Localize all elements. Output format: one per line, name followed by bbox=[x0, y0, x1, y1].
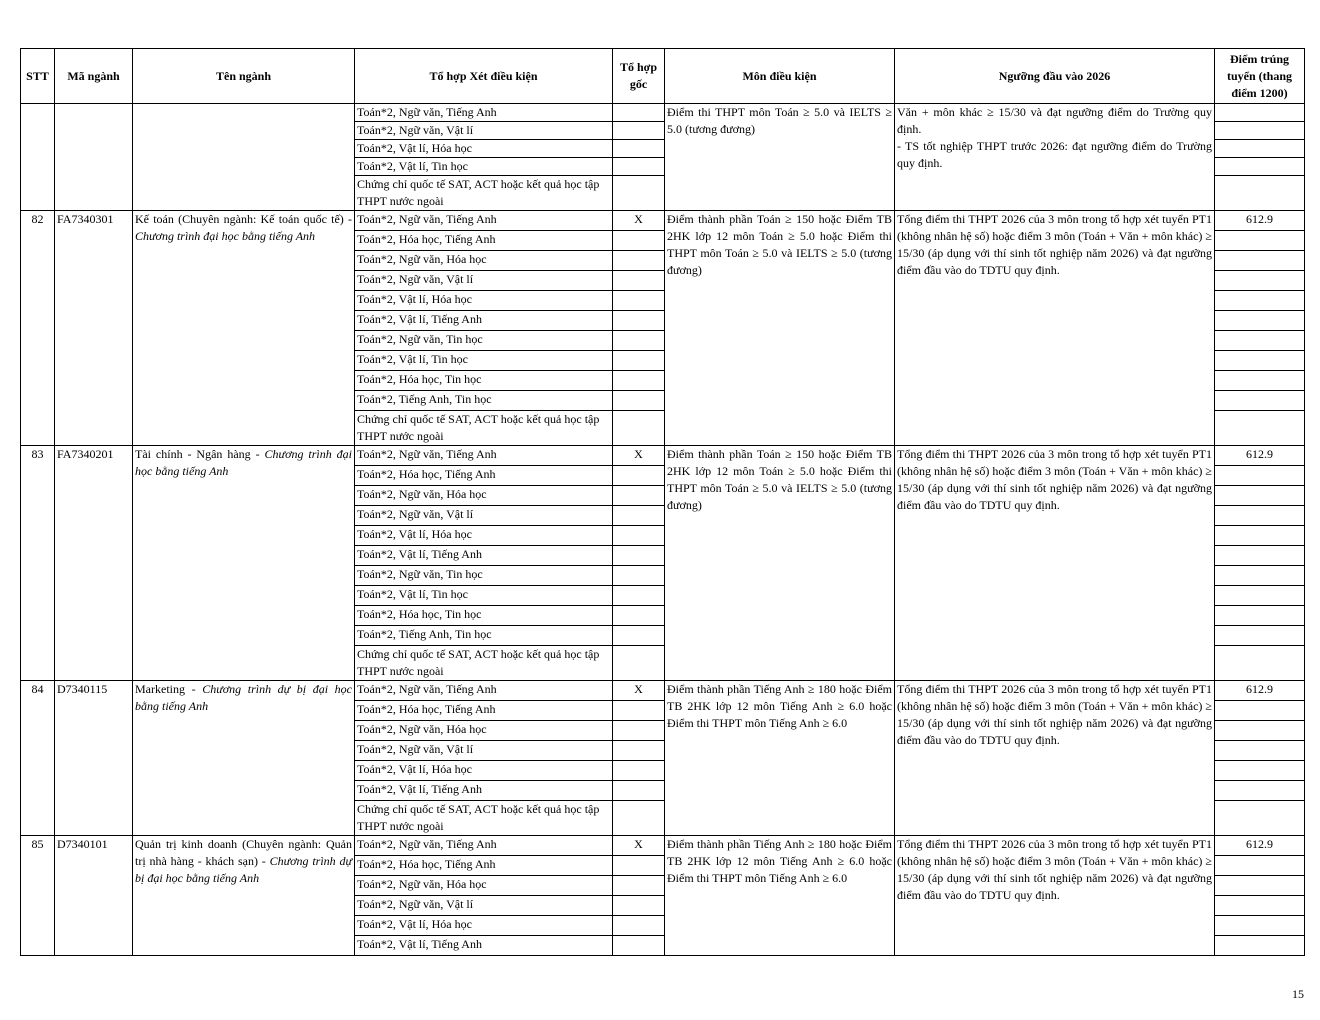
cell-to-hop: Toán*2, Ngữ văn, Hóa học bbox=[355, 876, 613, 896]
cell-diem bbox=[1215, 586, 1305, 606]
cell-diem bbox=[1215, 741, 1305, 761]
cell-to-hop-goc bbox=[613, 104, 665, 122]
cell-to-hop: Toán*2, Vật lí, Tiếng Anh bbox=[355, 546, 613, 566]
cell-ma-nganh: FA7340201 bbox=[55, 446, 133, 681]
cell-diem: 612.9 bbox=[1215, 836, 1305, 856]
header-stt: STT bbox=[21, 49, 55, 104]
cell-to-hop-goc bbox=[613, 606, 665, 626]
cell-diem bbox=[1215, 176, 1305, 211]
cell-to-hop: Chứng chỉ quốc tế SAT, ACT hoặc kết quả học tập THPT nước ngoài bbox=[355, 176, 613, 211]
cell-to-hop: Toán*2, Vật lí, Tin học bbox=[355, 351, 613, 371]
cell-to-hop-goc bbox=[613, 856, 665, 876]
cell-to-hop-goc bbox=[613, 936, 665, 956]
cell-to-hop-goc bbox=[613, 916, 665, 936]
cell-to-hop: Toán*2, Ngữ văn, Tin học bbox=[355, 566, 613, 586]
cell-to-hop-goc: X bbox=[613, 836, 665, 856]
cell-stt: 83 bbox=[21, 446, 55, 681]
cell-stt: 85 bbox=[21, 836, 55, 956]
table-row bbox=[21, 104, 1305, 122]
cell-to-hop: Toán*2, Vật lí, Hóa học bbox=[355, 526, 613, 546]
cell-to-hop: Toán*2, Ngữ văn, Vật lí bbox=[355, 122, 613, 140]
cell-to-hop: Toán*2, Ngữ văn, Tiếng Anh bbox=[355, 836, 613, 856]
cell-to-hop: Toán*2, Ngữ văn, Tin học bbox=[355, 331, 613, 351]
cell-diem bbox=[1215, 626, 1305, 646]
cell-to-hop-goc bbox=[613, 626, 665, 646]
cell-diem bbox=[1215, 781, 1305, 801]
cell-to-hop-goc bbox=[613, 741, 665, 761]
cell-to-hop-goc bbox=[613, 721, 665, 741]
cell-to-hop: Toán*2, Ngữ văn, Hóa học bbox=[355, 721, 613, 741]
cell-to-hop-goc bbox=[613, 701, 665, 721]
cell-diem bbox=[1215, 351, 1305, 371]
cell-to-hop: Toán*2, Vật lí, Tiếng Anh bbox=[355, 311, 613, 331]
cell-diem bbox=[1215, 122, 1305, 140]
cell-diem bbox=[1215, 546, 1305, 566]
cell-mon-dieu-kien: Điểm thành phần Toán ≥ 150 hoặc Điểm TB 2HK lớp 12 môn Toán ≥ 5.0 hoặc Điểm thi THPT môn Toán ≥ 5.0 và IELTS ≥ 5.0 (tương đương) bbox=[665, 211, 895, 446]
cell-diem bbox=[1215, 606, 1305, 626]
cell-to-hop-goc bbox=[613, 311, 665, 331]
cell-to-hop-goc bbox=[613, 251, 665, 271]
cell-mon-dieu-kien: Điểm thành phần Toán ≥ 150 hoặc Điểm TB 2HK lớp 12 môn Toán ≥ 5.0 hoặc Điểm thi THPT môn Toán ≥ 5.0 và IELTS ≥ 5.0 (tương đương) bbox=[665, 446, 895, 681]
cell-to-hop-goc bbox=[613, 586, 665, 606]
program-type: Chương trình đại học bằng tiếng Anh bbox=[135, 447, 352, 478]
cell-diem bbox=[1215, 526, 1305, 546]
cell-ten-nganh: Quản trị kinh doanh (Chuyên ngành: Quản trị nhà hàng - khách sạn) - Chương trình dự bị đại học bằng tiếng Anh bbox=[133, 836, 355, 956]
cell-to-hop-goc bbox=[613, 526, 665, 546]
table-row bbox=[21, 211, 1305, 231]
cell-nguong: Tổng điểm thi THPT 2026 của 3 môn trong tổ hợp xét tuyển PT1 (không nhân hệ số) hoặc điểm 3 môn (Toán + Văn + môn khác) ≥ 15/30 (áp dụng với thí sinh tốt nghiệp năm 2026) và đạt ngưỡng điểm đầu vào do TDTU quy định. bbox=[895, 681, 1215, 836]
cell-to-hop: Toán*2, Hóa học, Tiếng Anh bbox=[355, 701, 613, 721]
cell-diem bbox=[1215, 311, 1305, 331]
cell-to-hop: Toán*2, Tiếng Anh, Tin học bbox=[355, 626, 613, 646]
header-to-hop: Tổ hợp Xét điều kiện bbox=[355, 49, 613, 104]
cell-nguong: Tổng điểm thi THPT 2026 của 3 môn trong tổ hợp xét tuyển PT1 (không nhân hệ số) hoặc điểm 3 môn (Toán + Văn + môn khác) ≥ 15/30 (áp dụng với thí sinh tốt nghiệp năm 2026) và đạt ngưỡng điểm đầu vào do TDTU quy định. bbox=[895, 211, 1215, 446]
cell-mon-dieu-kien: Điểm thi THPT môn Toán ≥ 5.0 và IELTS ≥ 5.0 (tương đương) bbox=[665, 104, 895, 211]
cell-to-hop: Toán*2, Hóa học, Tiếng Anh bbox=[355, 466, 613, 486]
cell-nguong: Văn + môn khác ≥ 15/30 và đạt ngưỡng điểm do Trường quy định. - TS tốt nghiệp THPT trước 2026: đạt ngưỡng điểm do Trường quy định. bbox=[895, 104, 1215, 211]
header-ma-nganh: Mã ngành bbox=[55, 49, 133, 104]
cell-to-hop-goc bbox=[613, 801, 665, 836]
cell-mon-dieu-kien: Điểm thành phần Tiếng Anh ≥ 180 hoặc Điểm TB 2HK lớp 12 môn Tiếng Anh ≥ 6.0 hoặc Điểm thi THPT môn Tiếng Anh ≥ 6.0 bbox=[665, 681, 895, 836]
cell-diem: 612.9 bbox=[1215, 681, 1305, 701]
cell-diem bbox=[1215, 331, 1305, 351]
cell-to-hop: Toán*2, Vật lí, Tiếng Anh bbox=[355, 781, 613, 801]
cell-diem bbox=[1215, 701, 1305, 721]
cell-to-hop-goc bbox=[613, 391, 665, 411]
cell-diem bbox=[1215, 104, 1305, 122]
cell-to-hop: Toán*2, Vật lí, Hóa học bbox=[355, 140, 613, 158]
cell-to-hop: Chứng chỉ quốc tế SAT, ACT hoặc kết quả học tập THPT nước ngoài bbox=[355, 411, 613, 446]
cell-to-hop-goc: X bbox=[613, 446, 665, 466]
cell-to-hop-goc bbox=[613, 466, 665, 486]
cell-to-hop: Toán*2, Vật lí, Tiếng Anh bbox=[355, 936, 613, 956]
cell-to-hop-goc bbox=[613, 646, 665, 681]
cell-diem bbox=[1215, 916, 1305, 936]
cell-to-hop: Toán*2, Vật lí, Hóa học bbox=[355, 916, 613, 936]
cell-diem bbox=[1215, 566, 1305, 586]
cell-ten-nganh: Marketing - Chương trình dự bị đại học bằng tiếng Anh bbox=[133, 681, 355, 836]
cell-to-hop: Toán*2, Ngữ văn, Tiếng Anh bbox=[355, 446, 613, 466]
cell-diem bbox=[1215, 721, 1305, 741]
table-body bbox=[21, 104, 1305, 956]
cell-diem bbox=[1215, 801, 1305, 836]
cell-to-hop: Toán*2, Hóa học, Tin học bbox=[355, 606, 613, 626]
cell-diem: 612.9 bbox=[1215, 211, 1305, 231]
cell-to-hop: Toán*2, Ngữ văn, Hóa học bbox=[355, 251, 613, 271]
cell-to-hop: Toán*2, Hóa học, Tiếng Anh bbox=[355, 856, 613, 876]
cell-ten-nganh bbox=[133, 104, 355, 211]
cell-to-hop-goc bbox=[613, 486, 665, 506]
cell-to-hop-goc bbox=[613, 546, 665, 566]
cell-to-hop-goc bbox=[613, 506, 665, 526]
cell-to-hop: Toán*2, Ngữ văn, Vật lí bbox=[355, 271, 613, 291]
cell-to-hop-goc bbox=[613, 122, 665, 140]
program-type: Chương trình đại học bằng tiếng Anh bbox=[135, 229, 316, 243]
cell-to-hop: Chứng chỉ quốc tế SAT, ACT hoặc kết quả học tập THPT nước ngoài bbox=[355, 801, 613, 836]
cell-stt: 82 bbox=[21, 211, 55, 446]
header-mon-dieu-kien: Môn điều kiện bbox=[665, 49, 895, 104]
cell-to-hop: Toán*2, Hóa học, Tin học bbox=[355, 371, 613, 391]
cell-to-hop-goc: X bbox=[613, 681, 665, 701]
cell-diem bbox=[1215, 371, 1305, 391]
cell-ma-nganh: D7340101 bbox=[55, 836, 133, 956]
cell-to-hop-goc bbox=[613, 231, 665, 251]
cell-to-hop: Toán*2, Vật lí, Tin học bbox=[355, 586, 613, 606]
cell-diem bbox=[1215, 856, 1305, 876]
cell-diem bbox=[1215, 486, 1305, 506]
cell-ma-nganh: FA7340301 bbox=[55, 211, 133, 446]
header-row bbox=[21, 49, 1305, 104]
cell-to-hop-goc bbox=[613, 371, 665, 391]
cell-diem bbox=[1215, 231, 1305, 251]
cell-diem: 612.9 bbox=[1215, 446, 1305, 466]
cell-to-hop-goc bbox=[613, 566, 665, 586]
cell-to-hop-goc bbox=[613, 271, 665, 291]
cell-diem bbox=[1215, 251, 1305, 271]
cell-diem bbox=[1215, 466, 1305, 486]
cell-ten-nganh: Kế toán (Chuyên ngành: Kế toán quốc tế) - Chương trình đại học bằng tiếng Anh bbox=[133, 211, 355, 446]
cell-nguong: Tổng điểm thi THPT 2026 của 3 môn trong tổ hợp xét tuyển PT1 (không nhân hệ số) hoặc điểm 3 môn (Toán + Văn + môn khác) ≥ 15/30 (áp dụng với thí sinh tốt nghiệp năm 2026) và đạt ngưỡng điểm đầu vào do TDTU quy định. bbox=[895, 836, 1215, 956]
cell-stt bbox=[21, 104, 55, 211]
cell-diem bbox=[1215, 411, 1305, 446]
program-type: Chương trình dự bị đại học bằng tiếng Anh bbox=[135, 682, 352, 713]
cell-to-hop: Toán*2, Ngữ văn, Tiếng Anh bbox=[355, 681, 613, 701]
program-type: Chương trình dự bị đại học bằng tiếng Anh bbox=[135, 854, 352, 885]
cell-diem bbox=[1215, 876, 1305, 896]
cell-to-hop: Toán*2, Ngữ văn, Vật lí bbox=[355, 506, 613, 526]
header-to-hop-goc: Tổ hợp gốc bbox=[613, 49, 665, 104]
cell-to-hop-goc bbox=[613, 781, 665, 801]
cell-diem bbox=[1215, 291, 1305, 311]
table-row bbox=[21, 681, 1305, 701]
cell-to-hop-goc: X bbox=[613, 211, 665, 231]
cell-diem bbox=[1215, 761, 1305, 781]
cell-stt: 84 bbox=[21, 681, 55, 836]
cell-to-hop: Toán*2, Tiếng Anh, Tin học bbox=[355, 391, 613, 411]
page-number: 15 bbox=[1292, 987, 1304, 1001]
header-ten-nganh: Tên ngành bbox=[133, 49, 355, 104]
cell-to-hop-goc bbox=[613, 351, 665, 371]
cell-to-hop-goc bbox=[613, 896, 665, 916]
cell-to-hop-goc bbox=[613, 291, 665, 311]
cell-diem bbox=[1215, 271, 1305, 291]
header-nguong: Ngưỡng đầu vào 2026 bbox=[895, 49, 1215, 104]
cell-to-hop: Toán*2, Ngữ văn, Hóa học bbox=[355, 486, 613, 506]
cell-diem bbox=[1215, 896, 1305, 916]
cell-ten-nganh: Tài chính - Ngân hàng - Chương trình đại học bằng tiếng Anh bbox=[133, 446, 355, 681]
cell-diem bbox=[1215, 646, 1305, 681]
cell-diem bbox=[1215, 140, 1305, 158]
cell-to-hop-goc bbox=[613, 761, 665, 781]
cell-nguong: Tổng điểm thi THPT 2026 của 3 môn trong tổ hợp xét tuyển PT1 (không nhân hệ số) hoặc điểm 3 môn (Toán + Văn + môn khác) ≥ 15/30 (áp dụng với thí sinh tốt nghiệp năm 2026) và đạt ngưỡng điểm đầu vào do TDTU quy định. bbox=[895, 446, 1215, 681]
cell-to-hop: Toán*2, Vật lí, Tin học bbox=[355, 158, 613, 176]
cell-diem bbox=[1215, 391, 1305, 411]
cell-diem bbox=[1215, 158, 1305, 176]
cell-to-hop: Toán*2, Vật lí, Hóa học bbox=[355, 291, 613, 311]
cell-to-hop: Toán*2, Vật lí, Hóa học bbox=[355, 761, 613, 781]
cell-to-hop: Toán*2, Ngữ văn, Tiếng Anh bbox=[355, 104, 613, 122]
cell-to-hop: Toán*2, Ngữ văn, Vật lí bbox=[355, 896, 613, 916]
table-row bbox=[21, 446, 1305, 466]
table-row bbox=[21, 836, 1305, 856]
cell-to-hop: Toán*2, Hóa học, Tiếng Anh bbox=[355, 231, 613, 251]
cell-to-hop-goc bbox=[613, 158, 665, 176]
cell-to-hop-goc bbox=[613, 331, 665, 351]
cell-ma-nganh bbox=[55, 104, 133, 211]
cell-to-hop-goc bbox=[613, 411, 665, 446]
cell-diem bbox=[1215, 506, 1305, 526]
cell-to-hop: Toán*2, Ngữ văn, Tiếng Anh bbox=[355, 211, 613, 231]
cell-to-hop-goc bbox=[613, 876, 665, 896]
cell-to-hop-goc bbox=[613, 176, 665, 211]
header-diem: Điểm trúng tuyển (thang điểm 1200) bbox=[1215, 49, 1305, 104]
admission-table bbox=[20, 48, 1305, 956]
cell-mon-dieu-kien: Điểm thành phần Tiếng Anh ≥ 180 hoặc Điểm TB 2HK lớp 12 môn Tiếng Anh ≥ 6.0 hoặc Điểm thi THPT môn Tiếng Anh ≥ 6.0 bbox=[665, 836, 895, 956]
cell-ma-nganh: D7340115 bbox=[55, 681, 133, 836]
cell-diem bbox=[1215, 936, 1305, 956]
cell-to-hop: Chứng chỉ quốc tế SAT, ACT hoặc kết quả học tập THPT nước ngoài bbox=[355, 646, 613, 681]
cell-to-hop-goc bbox=[613, 140, 665, 158]
cell-to-hop: Toán*2, Ngữ văn, Vật lí bbox=[355, 741, 613, 761]
